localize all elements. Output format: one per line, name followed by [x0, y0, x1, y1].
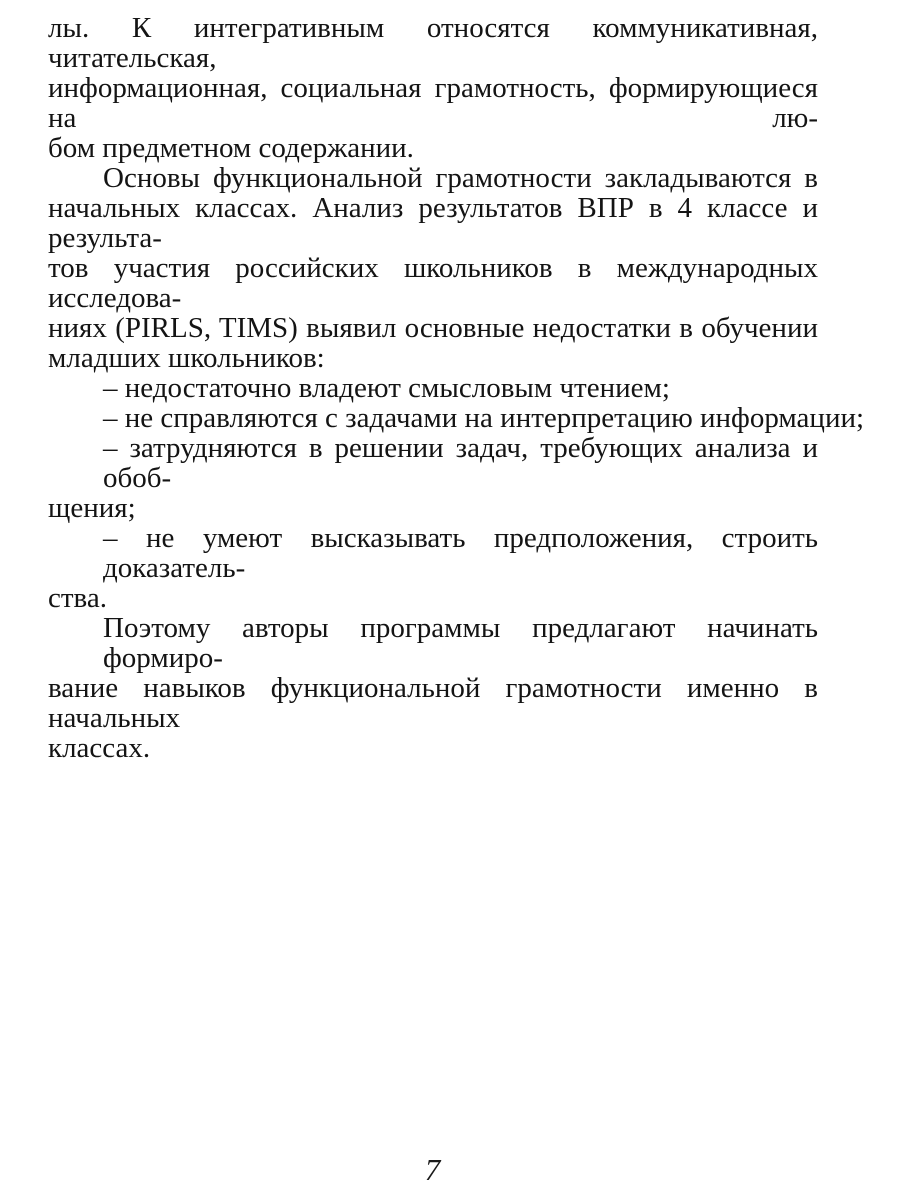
text-line: – не умеют высказывать предположения, строить доказатель- [103, 522, 818, 584]
text-block [48, 12, 865, 764]
text-line: ниях (PIRLS, TIMS) выявил основные недостатки в обучении [48, 312, 818, 344]
page-footer [0, 1152, 900, 1188]
text-line: – затрудняются в решении задач, требующих анализа и обоб- [103, 432, 818, 494]
text-line: – недостаточно владеют смысловым чтением; [103, 372, 670, 404]
text-line: лы. К интегративным относятся коммуникативная, читательская, [48, 12, 818, 74]
text-line: ства. [48, 582, 107, 614]
text-line: – не справляются с задачами на интерпретацию информации; [103, 402, 865, 434]
text-line: Основы функциональной грамотности закладываются в [103, 162, 818, 194]
text-line: классах. [48, 732, 151, 764]
text-line: Поэтому авторы программы предлагают начинать формиро- [103, 612, 818, 674]
text-line: бом предметном содержании. [48, 132, 414, 164]
text-line: начальных классах. Анализ результатов ВПР в 4 классе и результа- [48, 192, 818, 254]
page-number: 7 [424, 1152, 442, 1187]
text-line: информационная, социальная грамотность, формирующиеся на лю- [48, 72, 818, 134]
text-line: тов участия российских школьников в международных исследова- [48, 252, 818, 314]
text-line: щения; [48, 492, 136, 524]
text-line: вание навыков функциональной грамотности именно в начальных [48, 672, 818, 734]
text-line: младших школьников: [48, 342, 325, 374]
